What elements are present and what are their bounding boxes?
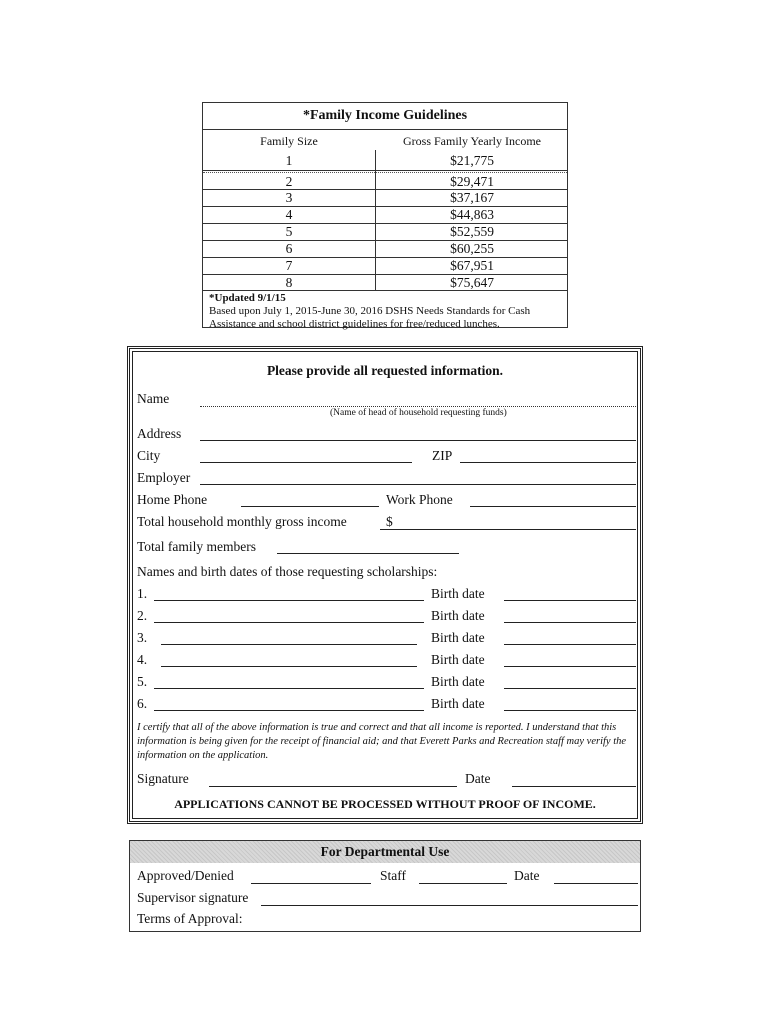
- dept-date-field[interactable]: [554, 883, 638, 884]
- supervisor-signature-field[interactable]: [261, 905, 638, 906]
- family-size-cell: 3: [285, 190, 293, 205]
- city-field[interactable]: [200, 462, 412, 463]
- scholar-name-field[interactable]: [154, 600, 424, 601]
- row-number: 3.: [137, 630, 148, 645]
- income-cell: $44,863: [450, 207, 494, 222]
- names-birthdates-label: Names and birth dates of those requesting scholarships:: [137, 564, 438, 579]
- income-cell: $52,559: [450, 224, 494, 239]
- signature-field[interactable]: [209, 786, 457, 787]
- birth-date-field[interactable]: [504, 666, 636, 667]
- scholar-name-field[interactable]: [161, 666, 417, 667]
- dept-date-label: Date: [514, 868, 540, 883]
- application-form: [127, 346, 643, 824]
- supervisor-signature-label: Supervisor signature: [137, 890, 249, 905]
- employer-label: Employer: [137, 470, 191, 485]
- scholar-name-field[interactable]: [154, 622, 424, 623]
- birth-date-label: Birth date: [431, 608, 485, 623]
- row-divider: [203, 170, 567, 171]
- signature-label: Signature: [137, 771, 189, 786]
- work-phone-label: Work Phone: [386, 492, 453, 507]
- col-family-size: Family Size: [260, 134, 318, 148]
- family-size-cell: 7: [285, 258, 293, 273]
- income-cell: $60,255: [450, 241, 494, 256]
- approved-denied-label: Approved/Denied: [137, 868, 234, 883]
- family-size-cell: 8: [285, 275, 293, 290]
- scholar-name-field[interactable]: [161, 644, 417, 645]
- birth-date-field[interactable]: [504, 600, 636, 601]
- family-size-cell: 4: [285, 207, 293, 222]
- scholar-name-field[interactable]: [154, 688, 424, 689]
- staff-field[interactable]: [419, 883, 507, 884]
- birth-date-label: Birth date: [431, 696, 485, 711]
- certification-statement: I certify that all of the above information is true and correct and that all income is reported. I understand that this information is being given for the receipt of financial aid; and that Everett Parks and Recreation staff may verify the information on the application.: [137, 722, 627, 761]
- form-heading: Please provide all requested information.: [266, 363, 504, 378]
- family-size-cell: 5: [285, 224, 293, 239]
- terms-of-approval-label: Terms of Approval:: [137, 911, 243, 926]
- income-field[interactable]: [380, 529, 636, 530]
- income-cell: $67,951: [450, 258, 494, 273]
- income-cell: $21,775: [450, 153, 494, 168]
- family-size-cell: 6: [285, 241, 293, 256]
- row-divider: [203, 290, 567, 291]
- family-size-cell: 2: [285, 174, 293, 189]
- family-members-field[interactable]: [277, 553, 459, 554]
- name-field[interactable]: [200, 406, 636, 407]
- name-hint: (Name of head of household requesting funds): [330, 408, 507, 418]
- zip-label: ZIP: [432, 448, 453, 463]
- birth-date-label: Birth date: [431, 652, 485, 667]
- address-label: Address: [137, 426, 182, 441]
- row-number: 2.: [137, 608, 148, 623]
- birth-date-label: Birth date: [431, 630, 485, 645]
- income-cell: $75,647: [450, 275, 494, 290]
- updated-date: *Updated 9/1/15: [209, 292, 286, 304]
- birth-date-label: Birth date: [431, 674, 485, 689]
- home-phone-field[interactable]: [241, 506, 379, 507]
- birth-date-label: Birth date: [431, 586, 485, 601]
- dollar-sign: $: [386, 514, 393, 529]
- row-number: 4.: [137, 652, 148, 667]
- signature-date-field[interactable]: [512, 786, 636, 787]
- city-label: City: [137, 448, 161, 463]
- staff-label: Staff: [380, 868, 406, 883]
- income-label: Total household monthly gross income: [137, 514, 347, 529]
- birth-date-field[interactable]: [504, 644, 636, 645]
- col-gross-income: Gross Family Yearly Income: [403, 134, 541, 148]
- home-phone-label: Home Phone: [137, 492, 208, 507]
- row-number: 1.: [137, 586, 148, 601]
- departmental-header: For Departmental Use: [130, 841, 640, 863]
- title-divider: [203, 129, 567, 130]
- birth-date-field[interactable]: [504, 688, 636, 689]
- birth-date-field[interactable]: [504, 710, 636, 711]
- proof-of-income-warning: APPLICATIONS CANNOT BE PROCESSED WITHOUT PROOF OF INCOME.: [174, 797, 596, 811]
- guidelines-note: Based upon July 1, 2015-June 30, 2016 DSHS Needs Standards for Cash Assistance and school district guidelines for free/reduced lunches.: [209, 305, 531, 330]
- scholar-name-field[interactable]: [154, 710, 424, 711]
- departmental-use-box: [129, 840, 641, 932]
- income-cell: $37,167: [450, 190, 494, 205]
- date-label: Date: [465, 771, 491, 786]
- approved-denied-field[interactable]: [251, 883, 371, 884]
- income-table-title: *Family Income Guidelines: [302, 108, 468, 123]
- row-number: 6.: [137, 696, 148, 711]
- zip-field[interactable]: [460, 462, 636, 463]
- family-members-label: Total family members: [137, 539, 257, 554]
- birth-date-field[interactable]: [504, 622, 636, 623]
- row-number: 5.: [137, 674, 148, 689]
- employer-field[interactable]: [200, 484, 636, 485]
- income-guidelines-table: [202, 102, 568, 328]
- income-cell: $29,471: [450, 174, 494, 189]
- family-size-cell: 1: [285, 153, 293, 168]
- work-phone-field[interactable]: [470, 506, 636, 507]
- name-label: Name: [137, 391, 170, 406]
- address-field[interactable]: [200, 440, 636, 441]
